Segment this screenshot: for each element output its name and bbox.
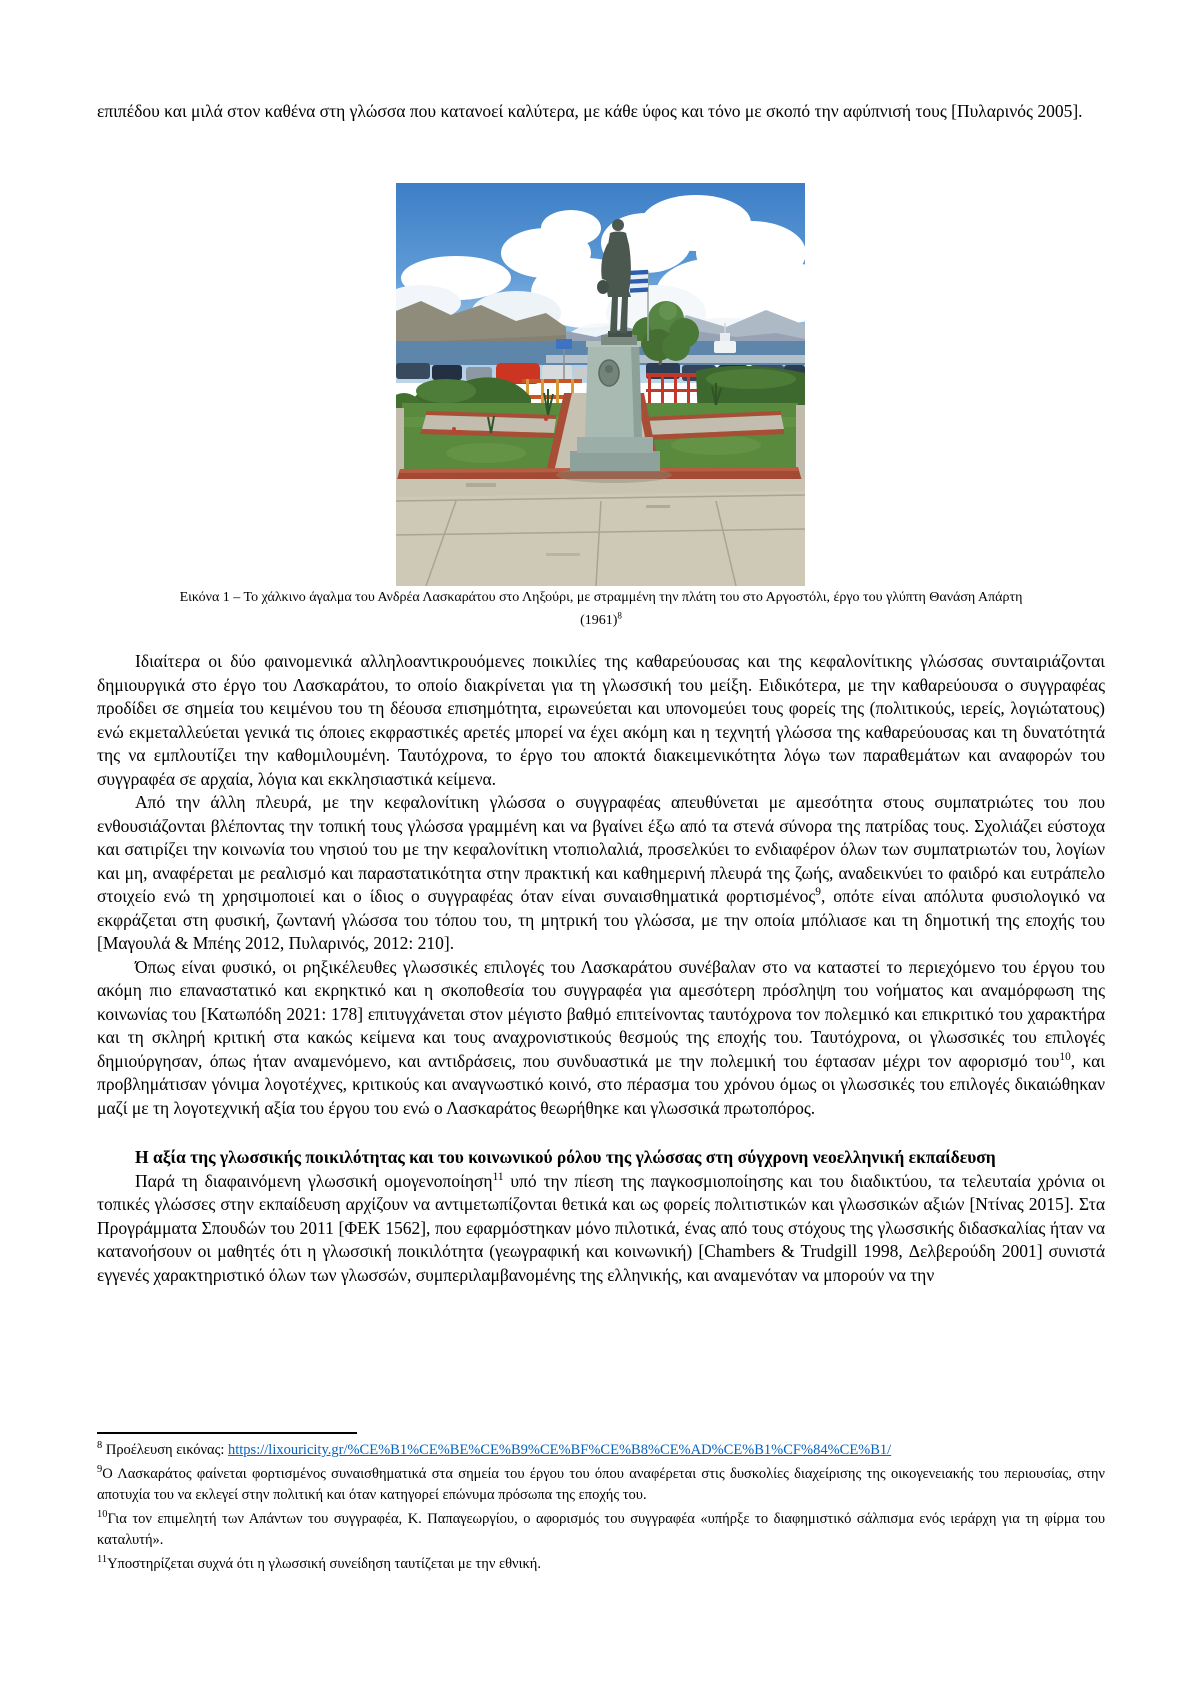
figure-caption-year: (1961) — [580, 613, 618, 628]
footnote-ref-10: 10 — [1059, 1050, 1071, 1063]
footnotes — [97, 1440, 1105, 1577]
footnote-ref-8: 8 — [617, 610, 622, 621]
footnote-9 — [97, 1464, 1105, 1507]
footnote-number: 11 — [97, 1553, 108, 1565]
footnote-10 — [97, 1509, 1105, 1552]
footnote-ref-11: 11 — [492, 1170, 504, 1183]
footnote-8 — [97, 1440, 1105, 1462]
footnote-number: 8 — [97, 1440, 103, 1452]
footnote-text: Υποστηρίζεται συχνά ότι η γλωσσική συνείδηση ταυτίζεται με την εθνική. — [107, 1555, 542, 1572]
footnote-ref-9: 9 — [815, 886, 821, 899]
body-paragraph: Ιδιαίτερα οι δύο φαινομενικά αλληλοαντικρουόμενες ποικιλίες της καθαρεύουσας και της κεφαλονίτικης γλώσσας συνταιριάζονται δημιουργικά στο έργο του Λασκαράτου, το οποίο διακρίνεται για τη γλωσσική του μείξη. Ειδικότερα, με την καθαρεύουσα ο συγγραφέας προδίδει σε σημεία του κειμένου του τη δέουσα επισημότητα, ειρωνεύεται και υπονομεύει τους φορείς της (πολιτικούς, ιερείς, λογιώτατους) ενώ εκμεταλλεύεται γενικά τις όποιες εκφραστικές αρετές μπορεί να έχει ακόμη και η τεχνητή γλώσσα της καθαρεύουσας και τη δυνατότητά της να εμπλουτίζει την καθομιλουμένη. Ταυτόχρονα, το έργο του αποκτά διακειμενικότητα λόγω των παραθεμάτων και αναφορών του συγγραφέα σε αρχαία, λόγια και εκκλησιαστικά κείμενα. — [97, 651, 1105, 789]
figure-caption-line2 — [97, 609, 1105, 632]
body-text — [97, 650, 1105, 1287]
footnote-text: Προέλευση εικόνας: https://lixouricity.gr/%CE%B1%CE%BE%CE%B9%CE%BF%CE%B8%CE%AD%CE%B1%CF%84%CE%B1/ — [102, 1442, 892, 1458]
section-heading: Η αξία της γλωσσικής ποικιλότητας και του κοινωνικού ρόλου της γλώσσας στη σύγχρονη νεοελληνική εκπαίδευση — [135, 1147, 996, 1167]
footnote-11 — [97, 1554, 1105, 1576]
body-paragraph: Από την άλλη πλευρά, με την κεφαλονίτικη γλώσσα ο συγγραφέας απευθύνεται με αμεσότητα στους συμπατριώτες του που ενθουσιάζονται βλέποντας την τοπική τους γλώσσα γραμμένη και να βγαίνει έξω από τα στενά σύνορα της πατρίδας τους. Σχολιάζει εύστοχα και σατιρίζει την κοινωνία του νησιού του με την κεφαλονίτικη ντοπιολαλιά, προσελκύει το ενδιαφέρον όλων των συμπατριωτών του, λογίων και μη, αναφέρεται με ρεαλισμό και παραστατικότητα στην πρακτική και καθημερινή πλευρά της ζωής, αναδεικνύει το φαιδρό και ευτράπελο στοιχείο ενώ τη χρησιμοποιεί και ο ίδιος ο συγγραφέας όταν είναι συναισθηματικά φορτισμένος$^9$, οπότε είναι απόλυτα φυσιολογικό να εκφράζεται στη φυσική, ζωντανή γλώσσα του τόπου του, τη μητρική του γλώσσα, με την οποία μπόλιασε και τη δημοτική της εποχής του [Μαγουλά & Μπέης 2012, Πυλαρινός, 2012: 210]. — [97, 792, 1105, 953]
figure-caption-line1: Εικόνα 1 – Το χάλκινο άγαλμα του Ανδρέα Λασκαράτου στο Ληξούρι, με στραμμένη την πλάτη του στο Αργοστόλι, έργο του γλύπτη Θανάση Απάρτη — [179, 590, 1023, 605]
footnote-number: 10 — [97, 1508, 108, 1520]
statue-photo — [396, 183, 805, 586]
footnote-number: 9 — [97, 1463, 103, 1475]
figure-caption — [97, 586, 1105, 632]
figure-image — [396, 183, 805, 586]
body-paragraph: Παρά τη διαφαινόμενη γλωσσική ομογενοποίηση$^{11}$ υπό την πίεση της παγκοσμιοποίησης και του διαδικτύου, τα τελευταία χρόνια οι τοπικές γλώσσες στην εκπαίδευση αρχίζουν να αντιμετωπίζονται θετικά και ως φορείς πολιτιστικών και γλωσσικών αξιών [Ντίνας 2015]. Στα Προγράμματα Σπουδών του 2011 [ΦΕΚ 1562], που εφαρμόστηκαν μόνο πιλοτικά, ένας από τους στόχους της γλωσσικής διδασκαλίας ήταν να κατανοήσουν οι μαθητές ότι η γλωσσική ποικιλότητα (γεωγραφική και κοινωνική) [Chambers & Trudgill 1998, Δελβερούδη 2001] συνιστά εγγενές χαρακτηριστικό όλων των γλωσσών, συμπεριλαμβανομένης της ελληνικής, και αναμενόταν να μπορούν να την — [97, 1170, 1106, 1285]
footnote-text: Για τον επιμελητή των Απάντων του συγγραφέα, Κ. Παπαγεωργίου, ο αφορισμός του συγγραφέα «υπήρξε το διαφημιστικό σάλπισμα ενός ιεράρχη για τη φίρμα του καταλυτή». — [97, 1510, 1105, 1548]
footnote-separator — [97, 1432, 357, 1434]
footnote-link[interactable]: https://lixouricity.gr/%CE%B1%CE%BE%CE%B9%CE%BF%CE%B8%CE%AD%CE%B1%CF%84%CE%B1/ — [228, 1442, 892, 1458]
footnote-text: Ο Λασκαράτος φαίνεται φορτισμένος συναισθηματικά στα σημεία του έργου του όπου αναφέρεται στις δυσκολίες διαχείρισης της οικογενειακής του περιουσίας, στην αποτυχία του να εκλεγεί στην πολιτική και όταν κατηγορεί επώνυμα πρόσωπα της εποχής του. — [97, 1465, 1105, 1503]
intro-paragraph: επιπέδου και μιλά στον καθένα στη γλώσσα που κατανοεί καλύτερα, με κάθε ύφος και τόνο με σκοπό την αφύπνισή τους [Πυλαρινός 2005]. — [97, 101, 1083, 121]
body-paragraph: Όπως είναι φυσικό, οι ρηξικέλευθες γλωσσικές επιλογές του Λασκαράτου συνέβαλαν στο να καταστεί το περιεχόμενο του έργου του ακόμη πιο επαναστατικό και εκρηκτικό και η σκοποθεσία του συγγραφέα για αμεσότερη πρόσληψη του νοήματος και αναμόρφωση της κοινωνίας του [Κατωπόδη 2021: 178] επιτυγχάνεται στον μέγιστο βαθμό επιτείνοντας ταυτόχρονα τον πολεμικό και επικριτικό του χαρακτήρα και τη σκληρή κριτική στα κακώς κείμενα και τους αναχρονιστικούς θεσμούς της εποχής του. Ταυτόχρονα, οι γλωσσικές του επιλογές δημιούργησαν, όπως ήταν αναμενόμενο, και αντιδράσεις, που συνδυαστικά με την πολεμική του έφτασαν μέχρι τον αφορισμό του$^{10}$, και προβλημάτισαν γόνιμα λογοτέχνες, κριτικούς και αναγνωστικό κοινό, στο πέρασμα του χρόνου όμως οι γλωσσικές του επιλογές δικαιώθηκαν μαζί με τη λογοτεχνική αξία του έργου του ενώ ο Λασκαράτος θεωρήθηκε και γλωσσικά πρωτοπόρος. — [97, 956, 1105, 1118]
foreground-pavement — [396, 479, 805, 586]
